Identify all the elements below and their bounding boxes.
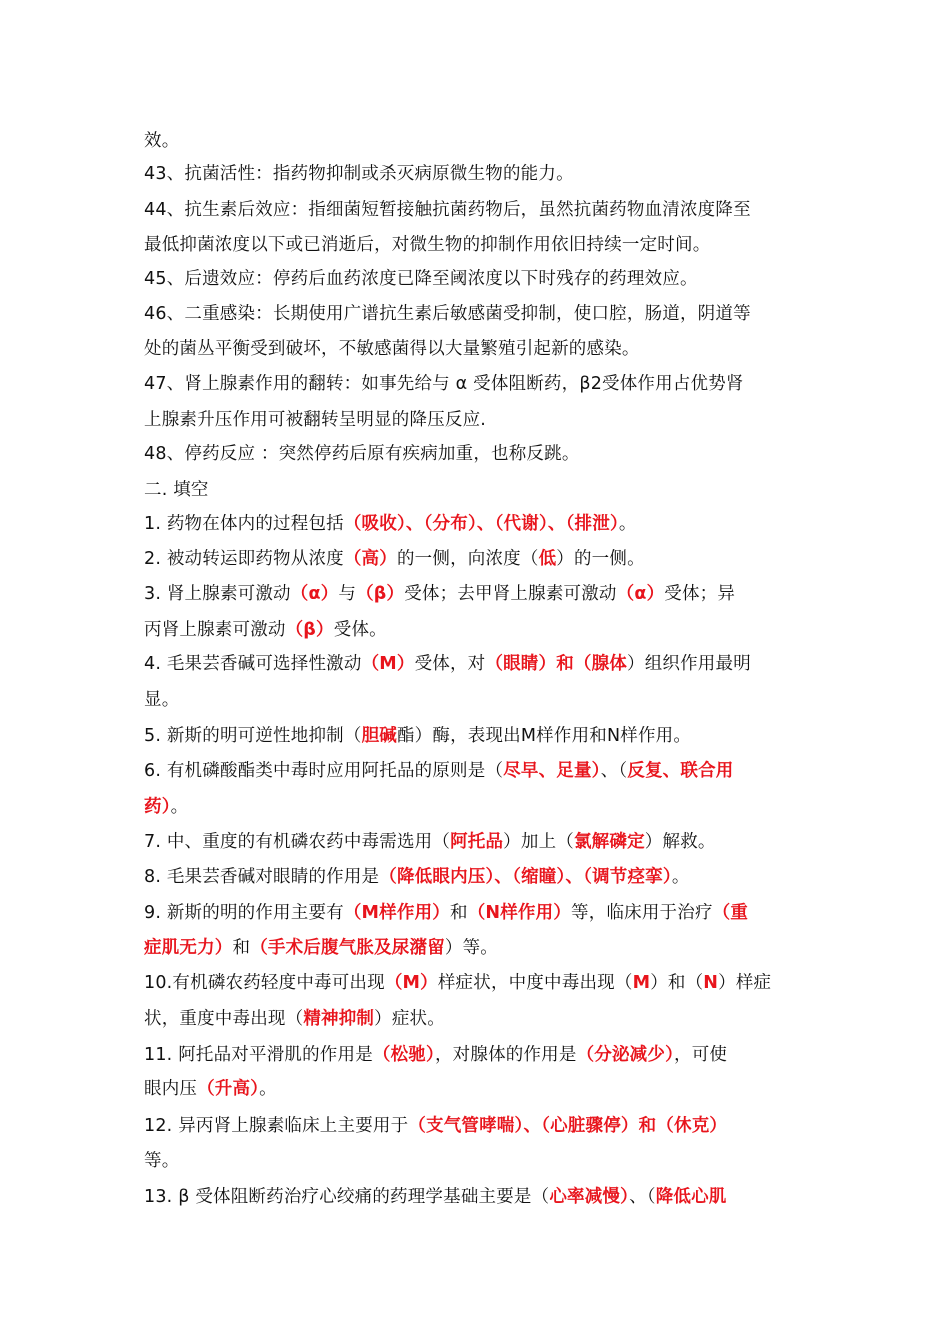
body-text: 。 bbox=[259, 1079, 277, 1099]
answer-text: （M） bbox=[361, 654, 415, 674]
body-text: ，对腺体的作用是 bbox=[434, 1045, 577, 1065]
answer-text: （手术后腹气胀及尿潴留 bbox=[250, 938, 445, 958]
text-line bbox=[144, 1147, 808, 1175]
answer-text: 反复、联合用 bbox=[627, 761, 734, 781]
body-text: 47、肾上腺素作用的翻转：如事先给与 α 受体阻断药，β2受体作用占优势肾 bbox=[144, 374, 744, 394]
answer-text: （M） bbox=[384, 973, 438, 993]
body-text: ）样症 bbox=[718, 973, 772, 993]
text-line bbox=[144, 650, 808, 678]
body-text: ）症状。 bbox=[374, 1009, 445, 1029]
text-line bbox=[144, 1005, 808, 1033]
answer-text: 尽早、足量） bbox=[503, 761, 601, 781]
body-text: 受体。 bbox=[333, 620, 387, 640]
body-text: ）组织作用最明 bbox=[627, 654, 751, 674]
body-text: 45、后遗效应：停药后血药浓度已降至阈浓度以下时残存的药理效应。 bbox=[144, 269, 698, 289]
answer-text: （M样作用） bbox=[343, 903, 450, 923]
answer-text: （松驰） bbox=[372, 1045, 435, 1065]
body-text: 8. 毛果芸香碱对眼睛的作用是 bbox=[144, 867, 380, 887]
body-text: 43、抗菌活性：指药物抑制或杀灭病原微生物的能力。 bbox=[144, 164, 574, 184]
body-text: 5. 新斯的明可逆性地抑制（ bbox=[144, 726, 362, 746]
body-text: ）等。 bbox=[444, 938, 499, 958]
text-line bbox=[144, 510, 808, 538]
body-text: 受体；去甲肾上腺素可激动 bbox=[404, 584, 617, 604]
body-text: 处的菌丛平衡受到破坏，不敏感菌得以大量繁殖引起新的感染。 bbox=[144, 339, 640, 359]
text-line bbox=[144, 127, 808, 155]
body-text: 受体，对 bbox=[414, 654, 486, 674]
text-line bbox=[144, 231, 808, 259]
body-text: ，可使 bbox=[674, 1045, 728, 1065]
body-text: ）的一侧。 bbox=[556, 549, 645, 569]
text-line bbox=[144, 406, 808, 434]
body-text: 受体；异 bbox=[664, 584, 736, 604]
body-text: ）加上（ bbox=[503, 832, 574, 852]
body-text: 3. 肾上腺素可激动 bbox=[144, 584, 291, 604]
answer-text: 胆碱 bbox=[361, 726, 397, 746]
body-text: 2. 被动转运即药物从浓度 bbox=[144, 549, 344, 569]
body-text: 。 bbox=[170, 797, 189, 817]
text-line bbox=[144, 1183, 808, 1211]
text-line bbox=[144, 265, 808, 293]
body-text: 和 bbox=[449, 903, 468, 923]
text-line bbox=[144, 196, 808, 224]
text-line bbox=[144, 1041, 808, 1069]
body-text: 6. 有机磷酸酯类中毒时应用阿托品的原则是（ bbox=[144, 761, 504, 781]
body-text: 最低抑菌浓度以下或已消逝后，对微生物的抑制作用依旧持续一定时间。 bbox=[144, 235, 711, 255]
body-text: 46、二重感染：长期使用广谱抗生素后敏感菌受抑制，使口腔，肠道，阴道等 bbox=[144, 304, 751, 324]
answer-text: （β） bbox=[285, 620, 334, 640]
text-line bbox=[144, 440, 808, 468]
body-text: 、（ bbox=[629, 1187, 656, 1207]
body-text: ）和（ bbox=[650, 973, 704, 993]
answer-text: （α） bbox=[290, 584, 339, 604]
text-line bbox=[144, 580, 808, 608]
answer-text: 低 bbox=[538, 549, 557, 569]
text-line bbox=[144, 757, 808, 785]
answer-text: 氯解磷定 bbox=[573, 832, 645, 852]
text-line bbox=[144, 722, 808, 750]
answer-text: （升高） bbox=[197, 1079, 260, 1099]
answer-text: （吸收）、（分布）、（代谢）、（排泄） bbox=[343, 514, 619, 534]
answer-text: （N样作用） bbox=[467, 903, 572, 923]
text-line bbox=[144, 160, 808, 188]
answer-text: （高） bbox=[343, 549, 397, 569]
answer-text: （支气管哮喘）、（心脏骤停）和（休克） bbox=[408, 1116, 728, 1136]
text-line bbox=[144, 545, 808, 573]
answer-text: N bbox=[703, 973, 719, 993]
body-text: 显。 bbox=[144, 690, 180, 710]
answer-text: （β） bbox=[356, 584, 405, 604]
answer-text: 精神抑制 bbox=[303, 1009, 375, 1029]
text-line bbox=[144, 476, 808, 504]
body-text: 和 bbox=[232, 938, 251, 958]
answer-text: M bbox=[632, 973, 651, 993]
text-line bbox=[144, 828, 808, 856]
body-text: 9. 新斯的明的作用主要有 bbox=[144, 903, 344, 923]
answer-text: 心率减慢） bbox=[549, 1187, 630, 1207]
text-line bbox=[144, 793, 808, 821]
text-line bbox=[144, 899, 808, 927]
body-text: 44、抗生素后效应：指细菌短暂接触抗菌药物后，虽然抗菌药物血清浓度降至 bbox=[144, 200, 751, 220]
text-line bbox=[144, 686, 808, 714]
body-text: 、（ bbox=[600, 761, 628, 781]
answer-text: （分泌减少） bbox=[576, 1045, 675, 1065]
body-text: 等。 bbox=[144, 1151, 180, 1171]
answer-text: （重 bbox=[712, 903, 749, 923]
body-text: ）解救。 bbox=[644, 832, 716, 852]
body-text: 效。 bbox=[144, 131, 180, 151]
text-line bbox=[144, 300, 808, 328]
body-text: 4. 毛果芸香碱可选择性激动 bbox=[144, 654, 362, 674]
body-text: 样症状，中度中毒出现（ bbox=[437, 973, 633, 993]
text-line bbox=[144, 934, 808, 962]
text-line bbox=[144, 863, 808, 891]
body-text: 48、停药反应 ：突然停药后原有疾病加重，也称反跳。 bbox=[144, 444, 580, 464]
body-text: 状，重度中毒出现（ bbox=[144, 1009, 304, 1029]
body-text: 13. β 受体阻断药治疗心绞痛的药理学基础主要是（ bbox=[144, 1187, 550, 1207]
answer-text: 阿托品 bbox=[450, 832, 504, 852]
text-line bbox=[144, 616, 808, 644]
body-text: 眼内压 bbox=[144, 1079, 198, 1099]
body-text: 酯）酶，表现出M样作用和N样作用。 bbox=[396, 726, 692, 746]
body-text: 。 bbox=[671, 867, 690, 887]
answer-text: （眼睛）和（腺体 bbox=[485, 654, 627, 674]
body-text: 12. 异丙肾上腺素临床上主要用于 bbox=[144, 1116, 409, 1136]
body-text: 7. 中、重度的有机磷农药中毒需选用（ bbox=[144, 832, 451, 852]
body-text: 上腺素升压作用可被翻转呈明显的降压反应. bbox=[144, 410, 487, 430]
text-line bbox=[144, 370, 808, 398]
text-line bbox=[144, 335, 808, 363]
answer-text: （降低眼内压）、（缩瞳）、（调节痉挛） bbox=[379, 867, 672, 887]
body-text: 与 bbox=[338, 584, 357, 604]
body-text: 等，临床用于治疗 bbox=[571, 903, 713, 923]
body-text: 。 bbox=[618, 514, 637, 534]
text-line bbox=[144, 969, 808, 997]
text-line bbox=[144, 1075, 808, 1103]
answer-text: 药） bbox=[144, 797, 171, 817]
body-text: 丙肾上腺素可激动 bbox=[144, 620, 286, 640]
body-text: 1. 药物在体内的过程包括 bbox=[144, 514, 344, 534]
answer-text: 症肌无力） bbox=[144, 938, 233, 958]
body-text: 11. 阿托品对平滑肌的作用是 bbox=[144, 1045, 373, 1065]
body-text: 二. 填空 bbox=[144, 480, 209, 500]
body-text: 的一侧，向浓度（ bbox=[396, 549, 539, 569]
answer-text: （α） bbox=[616, 584, 665, 604]
text-line bbox=[144, 1112, 808, 1140]
body-text: 10.有机磷农药轻度中毒可出现 bbox=[144, 973, 385, 993]
answer-text: 降低心肌 bbox=[655, 1187, 727, 1207]
